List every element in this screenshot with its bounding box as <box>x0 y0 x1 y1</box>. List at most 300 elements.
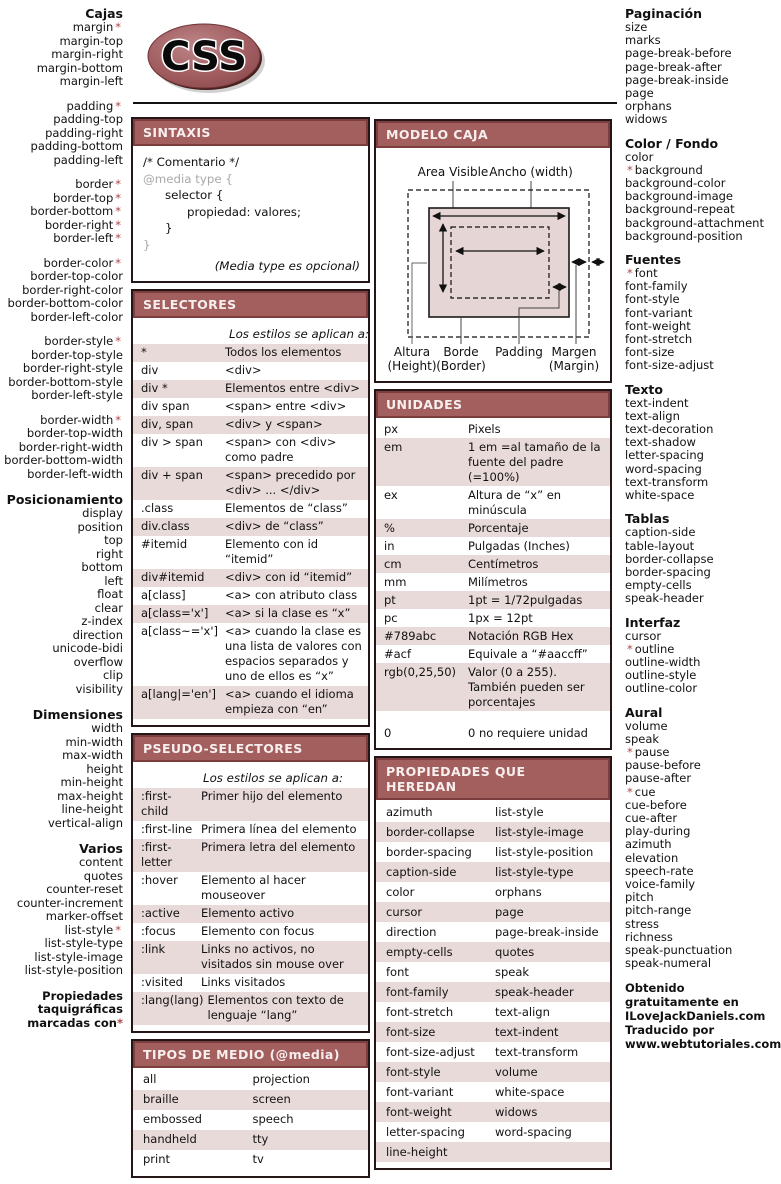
property-name: text-indent <box>625 395 689 410</box>
table-row <box>133 686 368 719</box>
property-cell: word-spacing <box>495 1124 572 1139</box>
property-name: width <box>91 721 123 735</box>
property-name: border-spacing <box>625 564 711 579</box>
syntax-code-block <box>133 146 368 281</box>
property-name: background-repeat <box>625 202 735 217</box>
css-property <box>0 297 123 311</box>
property-cell: font-family <box>386 984 449 999</box>
table-note: Los estilos se aplican a: <box>203 770 343 785</box>
css-property <box>0 219 123 233</box>
box-model-diagram <box>376 148 610 377</box>
media-type-cell: speech <box>252 1112 294 1126</box>
description-cell: 1pt = 1/72pulgadas <box>468 592 583 607</box>
selector-cell: :first-line <box>141 822 193 836</box>
unit-cell: rgb(0,25,50) <box>384 664 456 679</box>
selector-cell: div <box>141 363 159 377</box>
property-name: background-color <box>625 176 726 191</box>
property-name: list-style-image <box>34 949 123 964</box>
property-name: border-width <box>40 412 114 427</box>
property-cell: list-style-image <box>495 824 584 839</box>
css-property <box>0 154 123 168</box>
property-name: cue-after <box>625 810 678 825</box>
property-cell: list-style-type <box>495 864 574 879</box>
css-property <box>0 75 123 89</box>
table-row <box>133 788 368 821</box>
css-property <box>0 507 123 521</box>
sidebar-group-title: Aural <box>625 704 663 720</box>
property-cell: white-space <box>495 1084 565 1099</box>
property-name: min-width <box>65 734 123 749</box>
table-row <box>133 1110 368 1130</box>
shorthand-star: * <box>115 177 121 191</box>
attribution-line: www.webtutoriales.com <box>625 1036 781 1051</box>
description-cell: Elemento activo <box>201 906 295 920</box>
property-name: page-break-after <box>625 59 722 74</box>
property-cell: font <box>386 964 409 979</box>
css-property <box>0 683 123 697</box>
sidebar-group-fuentes <box>625 252 763 373</box>
property-cell: line-height <box>386 1144 448 1159</box>
css-property <box>0 883 123 897</box>
label-height: (Height) <box>387 359 437 373</box>
property-name: z-index <box>81 614 123 628</box>
table-row <box>376 1022 610 1042</box>
selector-cell: :first-letter <box>141 840 173 869</box>
css-property <box>625 113 763 126</box>
selector-cell: :focus <box>141 924 176 938</box>
property-name: direction <box>72 627 123 642</box>
shorthand-star: * <box>115 20 121 34</box>
table-row <box>376 982 610 1002</box>
css-property <box>625 230 763 243</box>
sidebar-group-cajas <box>0 6 123 89</box>
property-name: voice-family <box>625 876 696 891</box>
property-name: border-bottom-width <box>4 453 123 467</box>
panel-heredan-header: PROPIEDADES QUE HEREDAN <box>376 758 610 800</box>
table-row <box>376 486 610 519</box>
property-name: height <box>86 761 123 776</box>
property-name: top <box>104 533 123 547</box>
selector-cell: div > span <box>141 435 203 449</box>
selector-cell: a[class='x'] <box>141 606 209 620</box>
sidebar-group-interfaz <box>625 615 763 696</box>
css-property <box>0 311 123 325</box>
property-name: border-left-style <box>31 388 123 402</box>
description-cell: Elementos entre <div> <box>225 381 360 395</box>
table-row <box>133 905 368 923</box>
sidebar-group-paginacion <box>625 6 763 127</box>
unit-cell: 0 <box>384 725 392 740</box>
table-row <box>376 882 610 902</box>
table-row <box>133 992 368 1025</box>
property-name: word-spacing <box>625 461 702 476</box>
selector-cell: :active <box>141 906 180 920</box>
property-name: page <box>625 86 654 101</box>
media-type-cell: print <box>143 1152 171 1166</box>
property-name: text-shadow <box>625 435 696 450</box>
table-row <box>376 438 610 486</box>
table-row <box>376 1142 610 1162</box>
property-cell <box>493 1145 610 1160</box>
css-property <box>0 763 123 777</box>
code-line: (Media type es opcional) <box>214 259 360 273</box>
property-cell: font-stretch <box>386 1004 454 1019</box>
table-row <box>133 344 368 362</box>
property-name: pitch <box>625 890 654 905</box>
panel-tipos-de-medio <box>131 1039 370 1178</box>
property-name: padding-top <box>53 112 123 126</box>
description-cell: Valor (0 a 255). También pueden ser porcentajes <box>468 664 585 709</box>
property-name: page-break-before <box>625 46 732 61</box>
table-row <box>376 1042 610 1062</box>
table-row <box>376 609 610 627</box>
sidebar-group-title: Fuentes <box>625 252 682 268</box>
property-name: line-height <box>61 802 123 816</box>
sidebar-group-border-style <box>0 335 123 403</box>
unit-cell: #acf <box>384 646 412 661</box>
css-property <box>0 414 123 428</box>
description-cell: Primera letra del elemento <box>201 840 356 854</box>
panel-selectores-header: SELECTORES <box>133 291 368 318</box>
table-row <box>133 839 368 872</box>
property-name: marks <box>625 33 661 48</box>
sidebar-group-title: Cajas <box>85 6 123 21</box>
table-note: Los estilos se aplican a: <box>229 326 369 341</box>
property-name: left <box>104 573 123 588</box>
shorthand-star: * <box>627 744 633 759</box>
table-row <box>133 623 368 686</box>
css-property <box>0 468 123 482</box>
description-cell: 1 em =al tamaño de la fuente del padre (=100%) <box>468 439 601 484</box>
description-cell: Todos los elementos <box>225 345 342 359</box>
property-name: margin <box>72 20 114 34</box>
property-name: speak <box>625 731 660 746</box>
css-property <box>0 790 123 804</box>
property-name: border-right <box>44 217 114 232</box>
table-row <box>376 922 610 942</box>
attribution-line: Traducido por <box>625 1022 715 1037</box>
description-cell: Elemento al hacer mouseover <box>201 873 306 902</box>
description-cell: Altura de “x” en minúscula <box>468 487 562 517</box>
label-margin: (Margin) <box>548 359 600 373</box>
css-property <box>0 441 123 455</box>
description-cell: Elemento con id “itemid” <box>225 537 319 566</box>
property-name: border-right-color <box>22 282 123 297</box>
property-name: margin-top <box>59 33 123 48</box>
property-name: outline-width <box>625 654 701 669</box>
css-property <box>0 951 123 965</box>
description-cell: Primera línea del elemento <box>201 822 357 836</box>
table-row <box>376 537 610 555</box>
property-name: font-size-adjust <box>625 358 714 373</box>
property-name: color <box>625 149 654 164</box>
description-cell: Pixels <box>468 421 501 436</box>
panel-sintaxis <box>131 117 370 283</box>
sidebar-group-color-fondo <box>625 136 763 243</box>
property-name: background-position <box>625 228 743 243</box>
selector-cell: div, span <box>141 417 194 431</box>
property-name: border-top-width <box>26 426 123 440</box>
property-name: border-style <box>44 334 114 348</box>
property-name: min-height <box>60 775 123 789</box>
css-property <box>0 270 123 284</box>
table-row <box>133 1150 368 1170</box>
table-row <box>133 923 368 941</box>
css-property <box>0 205 123 219</box>
property-name: padding-left <box>53 152 123 167</box>
sidebar-group-padding <box>0 100 123 168</box>
selector-cell: div * <box>141 381 168 395</box>
legend-line: Propiedades <box>42 988 123 1003</box>
property-name: speak-punctuation <box>625 942 733 957</box>
property-cell: border-spacing <box>386 844 472 859</box>
selector-cell: div span <box>141 399 190 413</box>
panel-modelo-caja <box>374 119 612 383</box>
panel-pseudo-selectores <box>131 733 370 1033</box>
shorthand-star: * <box>115 231 121 245</box>
table-row <box>376 519 610 537</box>
property-name: background-image <box>625 189 733 204</box>
property-name: size <box>625 20 648 34</box>
css-property <box>0 21 123 35</box>
unit-cell: px <box>384 421 399 436</box>
property-cell: font-style <box>386 1064 441 1079</box>
sidebar-group-border-color <box>0 257 123 325</box>
sidebar-group-texto <box>625 382 763 503</box>
property-name: border-bottom-style <box>8 374 123 389</box>
description-cell: Links visitados <box>201 975 286 989</box>
property-name: list-style <box>64 922 114 937</box>
css-property <box>0 140 123 154</box>
css-property <box>0 284 123 298</box>
css-property <box>0 548 123 562</box>
table-row <box>376 645 610 663</box>
property-cell: font-size <box>386 1024 436 1039</box>
css-logo <box>139 16 271 100</box>
media-type-cell: tty <box>252 1132 269 1146</box>
property-cell: orphans <box>495 884 542 899</box>
property-name: text-align <box>625 408 680 423</box>
sidebar-group-title: Tablas <box>625 511 670 527</box>
selector-cell: div + span <box>141 468 203 482</box>
css-property <box>0 736 123 750</box>
description-cell: <a> con atributo class <box>225 588 358 602</box>
table-row <box>133 1070 368 1090</box>
table-row <box>133 398 368 416</box>
property-cell: quotes <box>495 944 535 959</box>
table-row <box>133 941 368 974</box>
property-name: clear <box>94 600 123 615</box>
shorthand-star: * <box>627 266 633 281</box>
table-row <box>376 822 610 842</box>
property-name: text-decoration <box>625 422 714 437</box>
shorthand-star: * <box>115 412 121 427</box>
shorthand-star: * <box>115 190 121 205</box>
selector-cell: :link <box>141 942 166 956</box>
property-name: text-transform <box>625 474 709 489</box>
property-name: font-style <box>625 292 680 307</box>
property-name: border-top <box>53 190 114 205</box>
shorthand-star: * <box>115 334 121 348</box>
shorthand-star: * <box>115 217 121 232</box>
property-name: float <box>97 587 123 601</box>
sidebar-group-title: Dimensiones <box>32 707 123 722</box>
css-property <box>625 359 763 372</box>
property-name: unicode-bidi <box>52 641 123 655</box>
inherited-properties-table <box>376 800 610 1168</box>
table-row <box>133 362 368 380</box>
sidebar-group-border <box>0 178 123 246</box>
css-property <box>0 964 123 978</box>
css-property <box>0 257 123 271</box>
css-property <box>0 100 123 114</box>
unit-cell: pc <box>384 610 398 625</box>
css-property <box>0 62 123 76</box>
property-name: border-left-width <box>27 466 123 481</box>
property-cell: text-indent <box>495 1024 559 1039</box>
legend-line: taquigráficas <box>37 1002 123 1016</box>
css-property <box>0 588 123 602</box>
css-property <box>0 232 123 246</box>
property-name: speak-header <box>625 591 704 606</box>
sidebar-group-title: Varios <box>79 841 123 856</box>
table-row <box>376 724 610 742</box>
property-name: bottom <box>81 560 123 574</box>
property-name: play-during <box>625 824 691 839</box>
css-property <box>0 534 123 548</box>
table-row <box>376 842 610 862</box>
selector-cell: div.class <box>141 519 190 533</box>
table-row <box>133 467 368 500</box>
property-name: page-break-inside <box>625 72 729 87</box>
property-name: border-left-color <box>30 309 123 324</box>
sidebar-group-title: Paginación <box>625 6 703 21</box>
property-name: widows <box>625 112 668 127</box>
media-type-cell: handheld <box>143 1132 197 1146</box>
code-line: propiedad: valores; <box>187 204 301 219</box>
property-cell: font-size-adjust <box>386 1044 475 1059</box>
property-name: border-right-style <box>22 361 123 375</box>
property-cell: text-align <box>495 1004 550 1019</box>
shorthand-star: * <box>115 98 121 113</box>
description-cell: <div> de “class” <box>225 519 324 533</box>
description-cell: Equivale a “#aaccff” <box>468 646 588 661</box>
label-area-visible: Area Visible <box>417 165 489 179</box>
property-cell: direction <box>386 924 437 939</box>
property-name: padding-right <box>45 125 123 140</box>
label-border: (Border) <box>436 359 486 373</box>
css-property <box>0 362 123 376</box>
property-name: list-style-type <box>44 936 123 950</box>
media-types-table <box>133 1068 368 1176</box>
property-cell: font-variant <box>386 1084 454 1099</box>
property-name: list-style-position <box>24 963 123 977</box>
property-name: outline-style <box>625 668 697 683</box>
sidebar-group-varios <box>0 841 123 978</box>
shorthand-star: * <box>115 255 121 270</box>
css-property <box>0 924 123 938</box>
media-type-cell: embossed <box>143 1112 202 1126</box>
property-name: azimuth <box>625 837 672 852</box>
property-name: pause <box>634 744 670 759</box>
selector-cell: a[lang|='en'] <box>141 687 217 701</box>
css-property <box>0 937 123 951</box>
attribution-footer <box>625 981 781 1051</box>
panel-unidades-header: UNIDADES <box>376 391 610 418</box>
table-row <box>376 902 610 922</box>
panel-unidades <box>374 389 612 750</box>
media-type-cell: projection <box>252 1072 310 1086</box>
css-property <box>0 178 123 192</box>
description-cell: <div> con id “itemid” <box>225 570 353 584</box>
description-cell: <span> precedido por <div> ... </div> <box>225 468 356 497</box>
property-name: border-bottom-color <box>7 296 123 310</box>
panel-propiedades-que-heredan <box>374 756 612 1170</box>
description-cell: 0 no requiere unidad <box>468 725 588 740</box>
media-type-cell: all <box>143 1072 157 1086</box>
property-name: cue <box>634 784 656 799</box>
table-row <box>133 416 368 434</box>
shorthand-legend <box>0 990 123 1031</box>
sidebar-group-posicionamiento <box>0 492 123 696</box>
property-name: pause-after <box>625 771 692 786</box>
table-row <box>133 974 368 992</box>
property-name: volume <box>625 718 668 733</box>
label-margen: Margen <box>551 345 597 359</box>
legend-line: marcadas con* <box>27 1015 123 1030</box>
property-name: content <box>78 855 123 869</box>
sidebar-group-title: Interfaz <box>625 614 681 630</box>
table-row <box>376 962 610 982</box>
css-property <box>0 722 123 736</box>
description-cell: Links no activos, no visitados sin mouse over <box>201 942 344 971</box>
property-name: border <box>75 177 114 191</box>
css-property <box>0 856 123 870</box>
css-property <box>0 776 123 790</box>
unit-cell: #789abc <box>384 628 437 643</box>
code-line: } <box>143 237 151 252</box>
property-name: speech-rate <box>625 863 694 878</box>
property-name: overflow <box>73 654 123 669</box>
unit-cell: em <box>384 439 403 454</box>
description-cell: Centímetros <box>468 556 539 571</box>
property-name: font-weight <box>625 318 691 333</box>
table-row <box>133 569 368 587</box>
table-row <box>376 862 610 882</box>
selector-cell: :visited <box>141 975 183 989</box>
table-row <box>133 500 368 518</box>
selector-cell: * <box>141 345 147 359</box>
table-row <box>376 802 610 822</box>
table-row <box>133 587 368 605</box>
shorthand-star: * <box>627 162 633 177</box>
property-cell: text-transform <box>495 1044 579 1059</box>
property-cell: font-weight <box>386 1104 452 1119</box>
property-name: caption-side <box>625 525 696 540</box>
css-property <box>0 803 123 817</box>
unit-cell: in <box>384 538 395 553</box>
panel-selectores <box>131 289 370 727</box>
media-type-cell: tv <box>252 1152 264 1166</box>
css-property <box>0 629 123 643</box>
property-name: padding-bottom <box>30 139 123 153</box>
description-cell: Notación RGB Hex <box>468 628 574 643</box>
pseudo-selectores-table <box>133 762 368 1031</box>
right-property-sidebar <box>625 6 781 1051</box>
property-cell: border-collapse <box>386 824 475 839</box>
css-property <box>0 669 123 683</box>
panel-pseudo-selectores-header: PSEUDO-SELECTORES <box>133 735 368 762</box>
